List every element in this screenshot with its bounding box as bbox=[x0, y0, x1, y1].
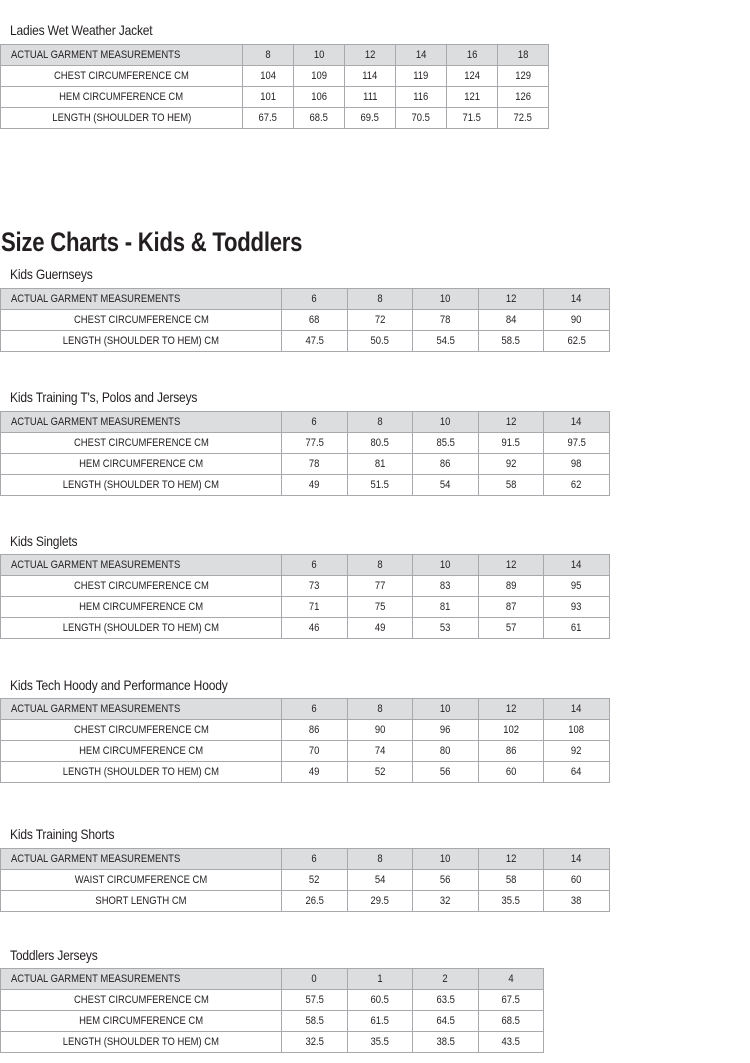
table-row bbox=[1, 475, 610, 496]
size-header: 6 bbox=[282, 412, 348, 433]
measurement-value: 70.5 bbox=[396, 108, 447, 129]
size-header: 8 bbox=[347, 289, 413, 310]
measurement-value: 54 bbox=[347, 870, 413, 891]
table-title: Kids Training Shorts bbox=[10, 826, 115, 842]
measurement-value: 62.5 bbox=[544, 331, 610, 352]
table-row bbox=[1, 597, 610, 618]
measurement-value: 119 bbox=[396, 66, 447, 87]
table-row bbox=[1, 433, 610, 454]
measurement-value: 64.5 bbox=[413, 1011, 479, 1032]
measurement-value: 35.5 bbox=[478, 891, 544, 912]
header-label: ACTUAL GARMENT MEASUREMENTS bbox=[1, 849, 282, 870]
measurement-value: 86 bbox=[413, 454, 479, 475]
size-table bbox=[0, 288, 610, 352]
measurement-label: WAIST CIRCUMFERENCE CM bbox=[1, 870, 282, 891]
size-header: 2 bbox=[413, 969, 479, 990]
measurement-value: 68.5 bbox=[478, 1011, 544, 1032]
size-header: 0 bbox=[282, 969, 348, 990]
measurement-value: 67.5 bbox=[243, 108, 294, 129]
measurement-label: CHEST CIRCUMFERENCE CM bbox=[1, 310, 282, 331]
size-header: 12 bbox=[478, 699, 544, 720]
measurement-value: 46 bbox=[282, 618, 348, 639]
table-row bbox=[1, 891, 610, 912]
measurement-label: LENGTH (SHOULDER TO HEM) CM bbox=[1, 762, 282, 783]
measurement-label: CHEST CIRCUMFERENCE CM bbox=[1, 66, 243, 87]
measurement-label: CHEST CIRCUMFERENCE CM bbox=[1, 990, 282, 1011]
measurement-value: 126 bbox=[498, 87, 549, 108]
measurement-value: 84 bbox=[478, 310, 544, 331]
measurement-value: 47.5 bbox=[282, 331, 348, 352]
measurement-value: 50.5 bbox=[347, 331, 413, 352]
measurement-value: 116 bbox=[396, 87, 447, 108]
table-row bbox=[1, 741, 610, 762]
table-row bbox=[1, 1011, 544, 1032]
measurement-label: CHEST CIRCUMFERENCE CM bbox=[1, 576, 282, 597]
table-title: Kids Training T's, Polos and Jerseys bbox=[10, 389, 198, 405]
measurement-value: 63.5 bbox=[413, 990, 479, 1011]
size-header: 12 bbox=[478, 555, 544, 576]
header-label: ACTUAL GARMENT MEASUREMENTS bbox=[1, 699, 282, 720]
measurement-value: 92 bbox=[544, 741, 610, 762]
size-header: 4 bbox=[478, 969, 544, 990]
header-label: ACTUAL GARMENT MEASUREMENTS bbox=[1, 969, 282, 990]
measurement-label: LENGTH (SHOULDER TO HEM) CM bbox=[1, 1032, 282, 1053]
header-label: ACTUAL GARMENT MEASUREMENTS bbox=[1, 45, 243, 66]
measurement-value: 91.5 bbox=[478, 433, 544, 454]
measurement-value: 78 bbox=[413, 310, 479, 331]
table-header-row bbox=[1, 969, 544, 990]
size-header: 14 bbox=[544, 289, 610, 310]
page-heading: Size Charts - Kids & Toddlers bbox=[1, 227, 303, 257]
measurement-value: 108 bbox=[544, 720, 610, 741]
size-header: 14 bbox=[544, 555, 610, 576]
table-row bbox=[1, 331, 610, 352]
measurement-value: 32.5 bbox=[282, 1032, 348, 1053]
measurement-value: 98 bbox=[544, 454, 610, 475]
measurement-value: 58 bbox=[478, 475, 544, 496]
measurement-value: 75 bbox=[347, 597, 413, 618]
measurement-value: 49 bbox=[347, 618, 413, 639]
measurement-label: LENGTH (SHOULDER TO HEM) CM bbox=[1, 618, 282, 639]
measurement-value: 52 bbox=[282, 870, 348, 891]
measurement-value: 90 bbox=[347, 720, 413, 741]
size-header: 10 bbox=[413, 412, 479, 433]
measurement-value: 62 bbox=[544, 475, 610, 496]
measurement-label: HEM CIRCUMFERENCE CM bbox=[1, 1011, 282, 1032]
measurement-value: 124 bbox=[447, 66, 498, 87]
table-row bbox=[1, 1032, 544, 1053]
size-header: 8 bbox=[243, 45, 294, 66]
measurement-value: 121 bbox=[447, 87, 498, 108]
size-header: 12 bbox=[478, 412, 544, 433]
measurement-value: 70 bbox=[282, 741, 348, 762]
measurement-value: 68 bbox=[282, 310, 348, 331]
measurement-value: 81 bbox=[413, 597, 479, 618]
size-header: 8 bbox=[347, 412, 413, 433]
measurement-value: 102 bbox=[478, 720, 544, 741]
table-header-row bbox=[1, 289, 610, 310]
measurement-value: 51.5 bbox=[347, 475, 413, 496]
size-header: 6 bbox=[282, 849, 348, 870]
measurement-value: 78 bbox=[282, 454, 348, 475]
table-header-row bbox=[1, 412, 610, 433]
size-table bbox=[0, 554, 610, 639]
measurement-value: 29.5 bbox=[347, 891, 413, 912]
measurement-value: 61 bbox=[544, 618, 610, 639]
measurement-value: 69.5 bbox=[345, 108, 396, 129]
measurement-value: 53 bbox=[413, 618, 479, 639]
measurement-value: 80.5 bbox=[347, 433, 413, 454]
measurement-value: 77 bbox=[347, 576, 413, 597]
measurement-value: 68.5 bbox=[294, 108, 345, 129]
table-row bbox=[1, 310, 610, 331]
table-header-row bbox=[1, 45, 549, 66]
table-row bbox=[1, 762, 610, 783]
table-row bbox=[1, 720, 610, 741]
measurement-value: 60 bbox=[544, 870, 610, 891]
table-header-row bbox=[1, 849, 610, 870]
measurement-value: 57.5 bbox=[282, 990, 348, 1011]
table-title: Kids Tech Hoody and Performance Hoody bbox=[10, 677, 228, 693]
measurement-value: 58.5 bbox=[282, 1011, 348, 1032]
measurement-value: 129 bbox=[498, 66, 549, 87]
measurement-value: 32 bbox=[413, 891, 479, 912]
measurement-value: 90 bbox=[544, 310, 610, 331]
measurement-value: 56 bbox=[413, 870, 479, 891]
size-table bbox=[0, 44, 549, 129]
measurement-value: 97.5 bbox=[544, 433, 610, 454]
measurement-value: 109 bbox=[294, 66, 345, 87]
measurement-value: 56 bbox=[413, 762, 479, 783]
size-table bbox=[0, 698, 610, 783]
measurement-value: 80 bbox=[413, 741, 479, 762]
size-header: 1 bbox=[347, 969, 413, 990]
header-label: ACTUAL GARMENT MEASUREMENTS bbox=[1, 555, 282, 576]
table-title: Kids Singlets bbox=[10, 533, 78, 549]
table-row bbox=[1, 87, 549, 108]
measurement-value: 81 bbox=[347, 454, 413, 475]
measurement-value: 38 bbox=[544, 891, 610, 912]
measurement-value: 106 bbox=[294, 87, 345, 108]
size-header: 18 bbox=[498, 45, 549, 66]
table-row bbox=[1, 454, 610, 475]
measurement-value: 74 bbox=[347, 741, 413, 762]
measurement-value: 111 bbox=[345, 87, 396, 108]
size-header: 14 bbox=[544, 849, 610, 870]
size-header: 6 bbox=[282, 289, 348, 310]
table-row bbox=[1, 576, 610, 597]
measurement-value: 101 bbox=[243, 87, 294, 108]
table-header-row bbox=[1, 699, 610, 720]
measurement-value: 114 bbox=[345, 66, 396, 87]
size-header: 8 bbox=[347, 699, 413, 720]
size-header: 10 bbox=[413, 699, 479, 720]
size-header: 6 bbox=[282, 555, 348, 576]
measurement-value: 49 bbox=[282, 475, 348, 496]
measurement-value: 38.5 bbox=[413, 1032, 479, 1053]
size-header: 14 bbox=[396, 45, 447, 66]
measurement-label: HEM CIRCUMFERENCE CM bbox=[1, 597, 282, 618]
measurement-value: 92 bbox=[478, 454, 544, 475]
size-header: 12 bbox=[345, 45, 396, 66]
measurement-value: 89 bbox=[478, 576, 544, 597]
measurement-value: 93 bbox=[544, 597, 610, 618]
measurement-label: HEM CIRCUMFERENCE CM bbox=[1, 87, 243, 108]
measurement-value: 96 bbox=[413, 720, 479, 741]
measurement-label: HEM CIRCUMFERENCE CM bbox=[1, 454, 282, 475]
measurement-value: 60.5 bbox=[347, 990, 413, 1011]
measurement-value: 71.5 bbox=[447, 108, 498, 129]
measurement-value: 61.5 bbox=[347, 1011, 413, 1032]
measurement-value: 95 bbox=[544, 576, 610, 597]
size-header: 10 bbox=[413, 555, 479, 576]
measurement-value: 60 bbox=[478, 762, 544, 783]
size-header: 12 bbox=[478, 849, 544, 870]
size-header: 10 bbox=[413, 289, 479, 310]
size-header: 6 bbox=[282, 699, 348, 720]
measurement-value: 58 bbox=[478, 870, 544, 891]
measurement-value: 86 bbox=[478, 741, 544, 762]
table-title: Toddlers Jerseys bbox=[10, 947, 98, 963]
measurement-label: HEM CIRCUMFERENCE CM bbox=[1, 741, 282, 762]
measurement-label: LENGTH (SHOULDER TO HEM) CM bbox=[1, 475, 282, 496]
size-header: 14 bbox=[544, 412, 610, 433]
table-row bbox=[1, 618, 610, 639]
measurement-label: CHEST CIRCUMFERENCE CM bbox=[1, 720, 282, 741]
measurement-value: 54.5 bbox=[413, 331, 479, 352]
measurement-value: 86 bbox=[282, 720, 348, 741]
measurement-value: 72 bbox=[347, 310, 413, 331]
size-header: 14 bbox=[544, 699, 610, 720]
size-header: 10 bbox=[413, 849, 479, 870]
table-row bbox=[1, 990, 544, 1011]
table-title: Kids Guernseys bbox=[10, 266, 93, 282]
measurement-value: 71 bbox=[282, 597, 348, 618]
measurement-value: 85.5 bbox=[413, 433, 479, 454]
measurement-value: 83 bbox=[413, 576, 479, 597]
measurement-value: 77.5 bbox=[282, 433, 348, 454]
table-row bbox=[1, 870, 610, 891]
measurement-value: 73 bbox=[282, 576, 348, 597]
table-title: Ladies Wet Weather Jacket bbox=[10, 22, 153, 38]
size-header: 10 bbox=[294, 45, 345, 66]
measurement-value: 52 bbox=[347, 762, 413, 783]
size-table bbox=[0, 848, 610, 912]
measurement-value: 104 bbox=[243, 66, 294, 87]
size-table bbox=[0, 411, 610, 496]
measurement-value: 57 bbox=[478, 618, 544, 639]
measurement-value: 64 bbox=[544, 762, 610, 783]
measurement-value: 87 bbox=[478, 597, 544, 618]
measurement-label: LENGTH (SHOULDER TO HEM) CM bbox=[1, 331, 282, 352]
size-table bbox=[0, 968, 544, 1053]
measurement-label: CHEST CIRCUMFERENCE CM bbox=[1, 433, 282, 454]
measurement-value: 72.5 bbox=[498, 108, 549, 129]
measurement-value: 43.5 bbox=[478, 1032, 544, 1053]
measurement-value: 58.5 bbox=[478, 331, 544, 352]
measurement-value: 49 bbox=[282, 762, 348, 783]
size-header: 8 bbox=[347, 849, 413, 870]
measurement-value: 67.5 bbox=[478, 990, 544, 1011]
table-row bbox=[1, 108, 549, 129]
size-header: 8 bbox=[347, 555, 413, 576]
measurement-label: SHORT LENGTH CM bbox=[1, 891, 282, 912]
measurement-value: 35.5 bbox=[347, 1032, 413, 1053]
size-header: 12 bbox=[478, 289, 544, 310]
measurement-value: 54 bbox=[413, 475, 479, 496]
measurement-value: 26.5 bbox=[282, 891, 348, 912]
table-header-row bbox=[1, 555, 610, 576]
header-label: ACTUAL GARMENT MEASUREMENTS bbox=[1, 412, 282, 433]
table-row bbox=[1, 66, 549, 87]
measurement-label: LENGTH (SHOULDER TO HEM) bbox=[1, 108, 243, 129]
header-label: ACTUAL GARMENT MEASUREMENTS bbox=[1, 289, 282, 310]
size-header: 16 bbox=[447, 45, 498, 66]
